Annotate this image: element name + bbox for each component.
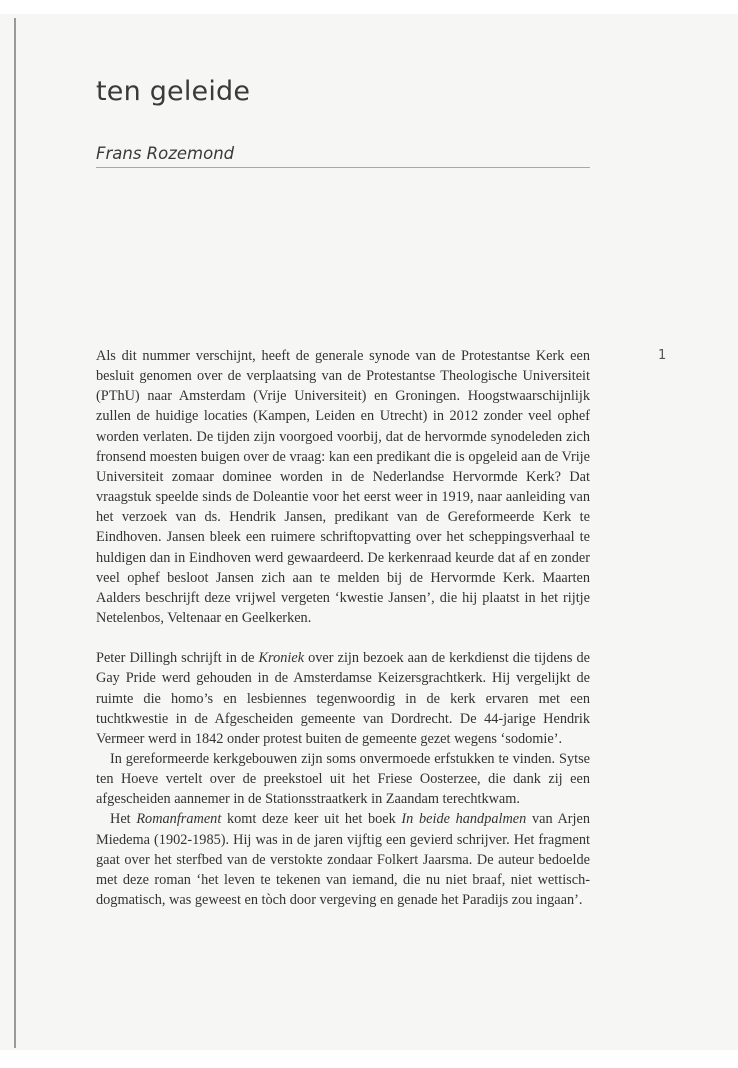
page-bottom-margin [0,1050,738,1068]
paragraph-segment-italic: Kroniek [258,650,305,667]
binding-edge-line [14,18,16,1048]
paragraph-2 [96,648,590,749]
paragraph-segment: In gereformeerde kerkgebouwen zijn soms onvermoede erfstukken te vinden. Sytse ten Hoeve vertelt over de preekstoel uit het Friese Oosterzee, die dank zij een afgescheiden aannemer in de Stationsstraatkerk in Zaandam terechtkwam. [96,750,590,808]
paragraph-segment: Peter Dillingh schrijft in de [96,650,259,667]
page-title: ten geleide [96,76,251,107]
article-body [96,346,590,910]
paragraph-segment: Als dit nummer verschijnt, heeft de generale synode van de Protestantse Kerk een besluit genomen over de verplaatsing van de Protestantse Theologische Universiteit (PThU) naar Amsterdam (Vrije Universiteit) en Groningen. Hoogstwaarschijnlijk zullen de huidige locaties (Kampen, Leiden en Utrecht) in 2012 zonder veel ophef worden verlaten. De tijden zijn voorgoed voorbij, dat de hervormde synodeleden zich fronsend moesten buigen over de vraag: kan een predikant die is opgeleid aan de Vrije Universiteit zomaar dominee worden in de Nederlandse Hervormde Kerk? Dat vraagstuk speelde sinds de Doleantie voor het eerst weer in 1919, naar aanleiding van het verzoek van ds. Hendrik Jansen, predikant van de Gereformeerde Kerk te Eindhoven. Jansen bleek een ruimere schriftopvatting over het scheppingsverhaal te huldigen dan in Eindhoven werd gewaardeerd. De kerkenraad keurde dat af en zonder veel ophef besloot Jansen zich aan te melden bij de Hervormde Kerk. Maarten Aalders beschrijft deze vrijwel vergeten ‘kwestie Jansen’, die hij plaatst in het rijtje Netelenbos, Veltenaar en Geelkerken. [96,348,590,627]
paragraph-3 [96,749,590,809]
paragraph-4 [96,809,590,910]
author-name: Frans Rozemond [96,144,235,163]
paragraph-segment-italic: In beide handpalmen [401,811,527,828]
author-divider [96,167,590,168]
page-number: 1 [658,348,667,363]
paragraph-segment: Het [110,811,137,828]
paragraph-segment-italic: Romanframent [136,811,222,828]
page-top-margin [0,0,738,14]
paragraph-segment: over zijn bezoek aan de kerkdienst die tijdens de Gay Pride werd gehouden in de Amsterdamse Keizersgrachtkerk. Hij vergelijkt de ruimte die homo’s en lesbiennes tegenwoordig in de kerk ervaren met een tuchtkwestie in de Afgescheiden gemeente van Dordrecht. De 44-jarige Hendrik Vermeer werd in 1842 onder protest buiten de gemeente gezet wegens ‘sodomie’. [96,650,590,747]
paragraph-1 [96,346,590,628]
paragraph-segment: van Arjen Miedema (1902-1985). Hij was in de jaren vijftig een gevierd schrijver. Het fragment gaat over het sterfbed van de verstokte zondaar Folkert Jaarsma. De auteur bedoelde met deze roman ‘het leven te tekenen van iemand, die nu niet braaf, niet wettisch-dogmatisch, was geweest en tòch door vergeving en genade het Paradijs zou ingaan’. [96,811,591,909]
paragraph-segment: komt deze keer uit het boek [221,811,402,828]
